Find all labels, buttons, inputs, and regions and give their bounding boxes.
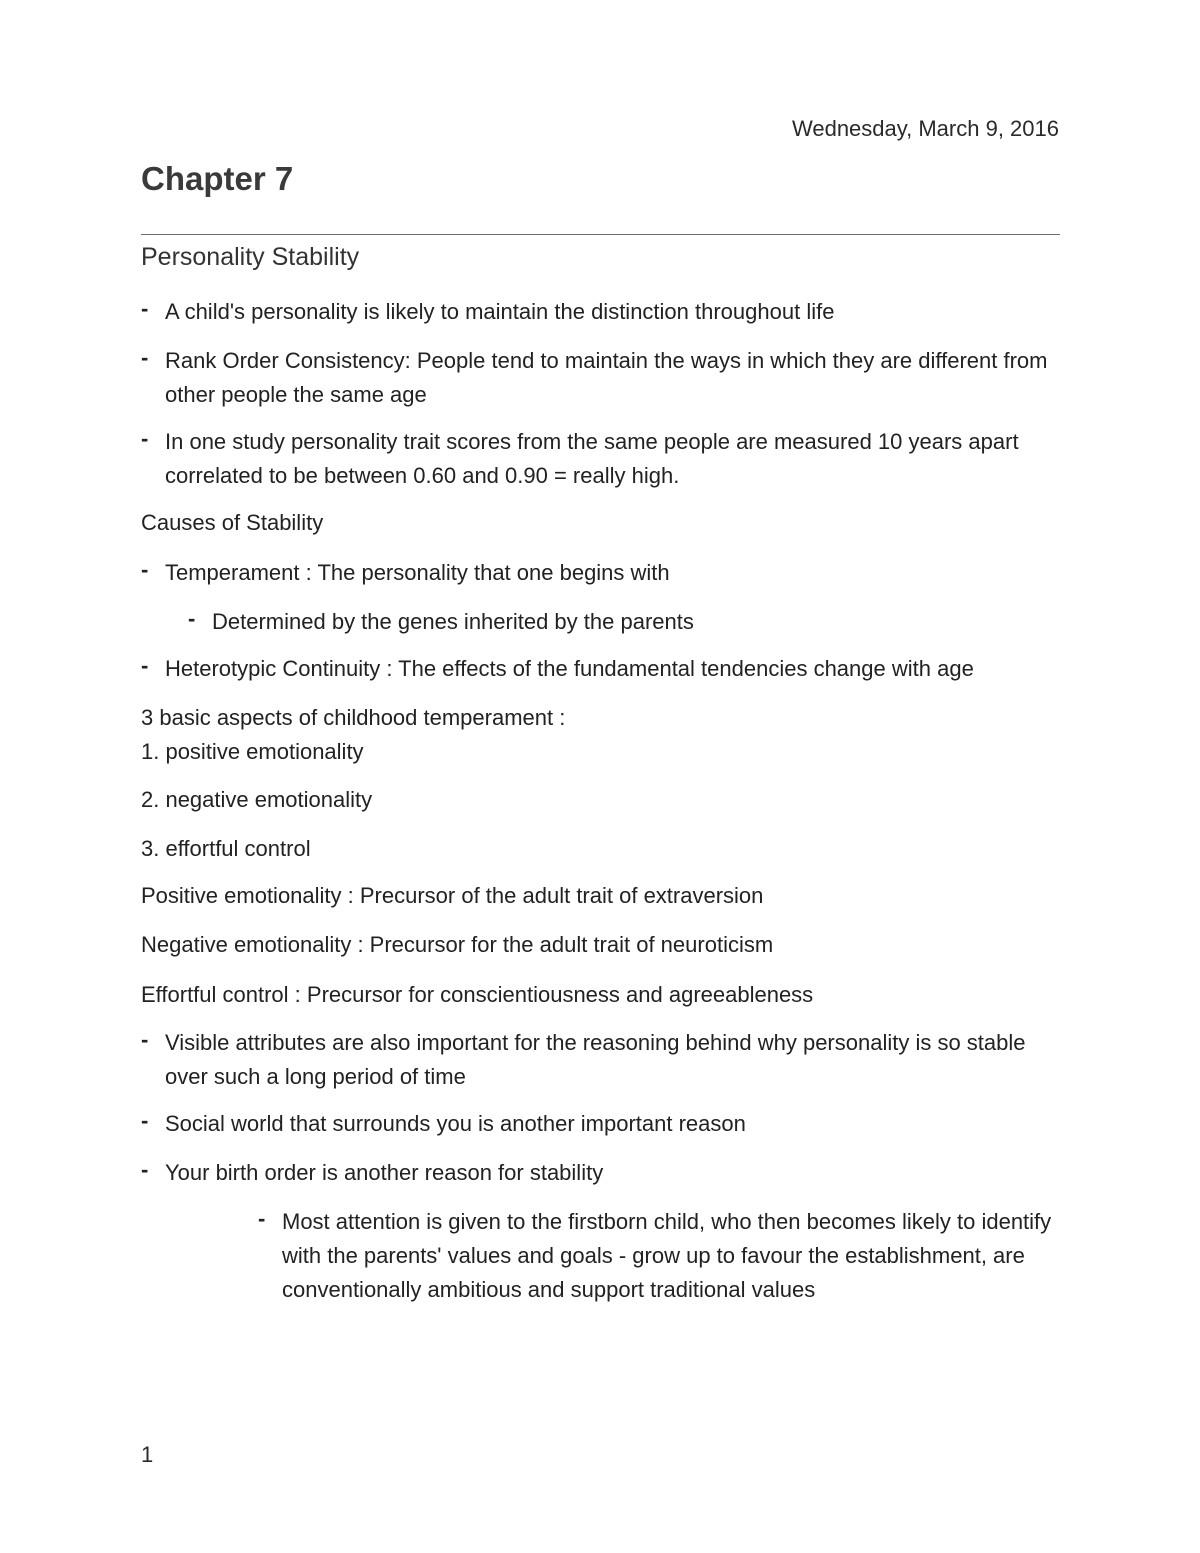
bullet-dash: -	[141, 1108, 149, 1133]
bullet-item	[141, 425, 1071, 493]
bullet-dash: -	[258, 1206, 266, 1231]
bullet-text: A child's personality is likely to maintain the distinction throughout life	[165, 299, 835, 324]
bullet-dash: -	[141, 345, 149, 370]
bullet-dash: -	[141, 1157, 149, 1182]
aspect-item: 3. effortful control	[141, 836, 311, 861]
bullet-text: Social world that surrounds you is another important reason	[165, 1111, 746, 1136]
bullet-text: Heterotypic Continuity : The effects of the fundamental tendencies change with age	[165, 656, 974, 681]
page-number: 1	[141, 1442, 154, 1467]
bullet-text: Visible attributes are also important for the reasoning behind why personality is so stable over such a long period of time	[165, 1030, 1026, 1089]
bullet-text: Your birth order is another reason for stability	[165, 1160, 604, 1185]
bullet-item	[141, 1156, 1071, 1190]
definition-effortful-control: Effortful control : Precursor for conscientiousness and agreeableness	[141, 982, 814, 1007]
bullet-dash: -	[141, 296, 149, 321]
sub-bullet-item	[188, 605, 1068, 639]
chapter-title: Chapter 7	[141, 160, 294, 197]
title-divider	[141, 234, 1060, 235]
bullet-item	[141, 652, 1071, 686]
definition-positive-emotionality: Positive emotionality : Precursor of the adult trait of extraversion	[141, 883, 764, 908]
bullet-dash: -	[141, 557, 149, 582]
bullet-text: Rank Order Consistency: People tend to maintain the ways in which they are different from other people the same age	[165, 348, 1048, 407]
bullet-dash: -	[141, 653, 149, 678]
aspect-item: 1. positive emotionality	[141, 739, 364, 764]
sub-bullet-item	[258, 1205, 1068, 1307]
bullet-item	[141, 344, 1071, 412]
bullet-item	[141, 295, 1071, 329]
document-date: Wednesday, March 9, 2016	[791, 116, 1059, 141]
bullet-dash: -	[188, 606, 196, 631]
bullet-text: Determined by the genes inherited by the parents	[212, 609, 694, 634]
bullet-text: Temperament : The personality that one begins with	[165, 560, 670, 585]
section-heading-personality-stability: Personality Stability	[141, 243, 360, 271]
aspects-heading: 3 basic aspects of childhood temperament :	[141, 705, 566, 730]
bullet-text: In one study personality trait scores from the same people are measured 10 years apart correlated to be between 0.60 and 0.90 = really high.	[165, 429, 1019, 488]
bullet-dash: -	[141, 426, 149, 451]
bullet-item	[141, 1107, 1071, 1141]
definition-negative-emotionality: Negative emotionality : Precursor for the adult trait of neuroticism	[141, 932, 774, 957]
aspect-item: 2. negative emotionality	[141, 787, 373, 812]
bullet-text: Most attention is given to the firstborn child, who then becomes likely to identify with the parents' values and goals - grow up to favour the establishment, are conventionally ambitious and support traditional values	[282, 1209, 1052, 1302]
causes-heading: Causes of Stability	[141, 510, 324, 535]
bullet-dash: -	[141, 1027, 149, 1052]
bullet-item	[141, 556, 1071, 590]
bullet-item	[141, 1026, 1071, 1094]
